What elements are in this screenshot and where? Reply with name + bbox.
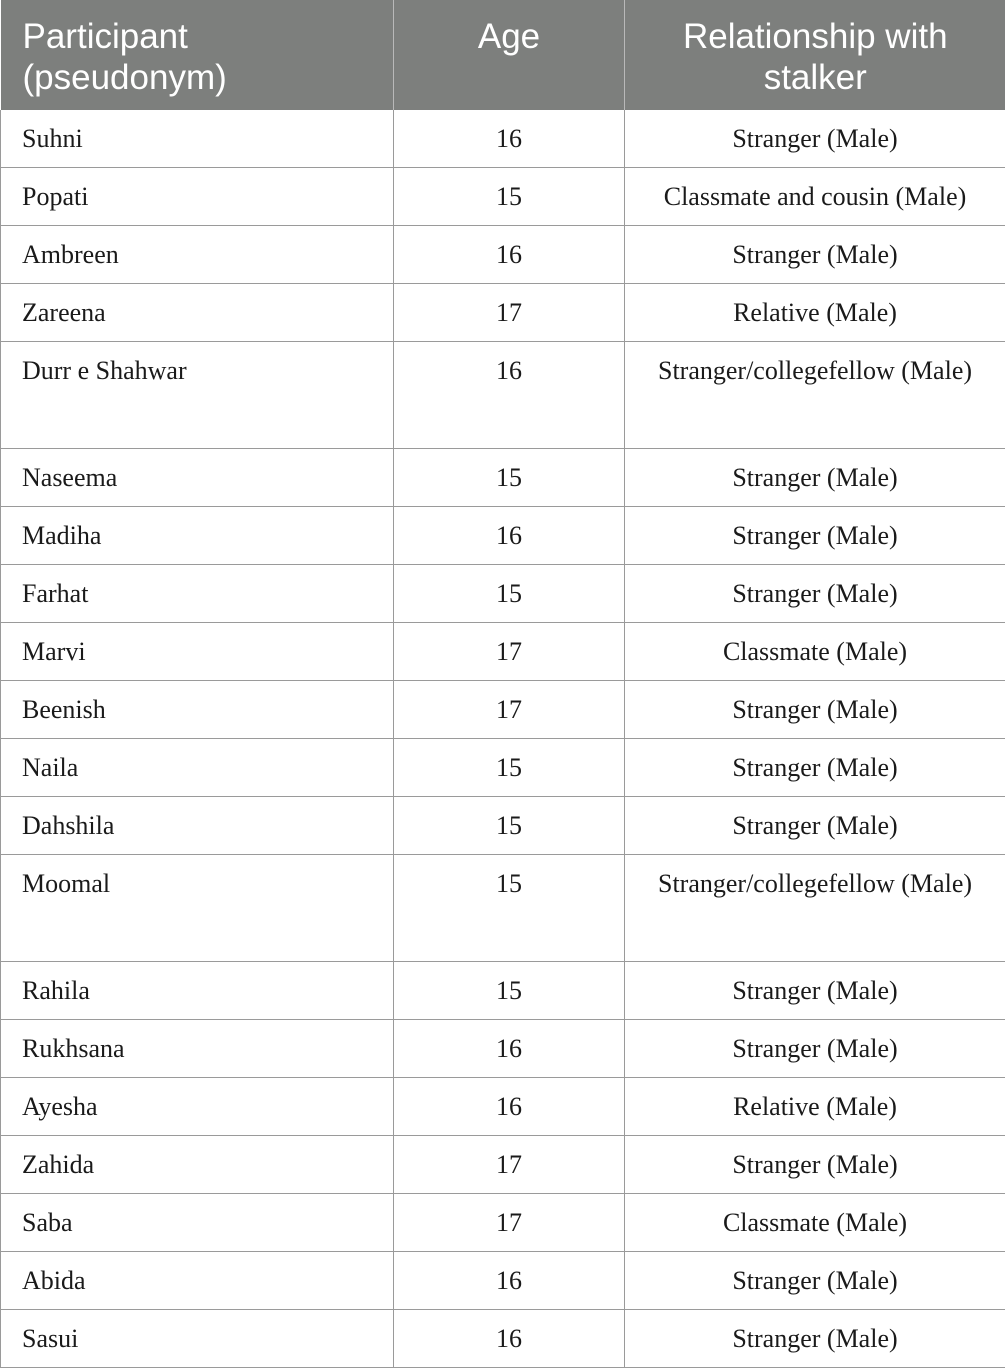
age-cell: 17 [394,1194,625,1252]
relationship-cell: Stranger (Male) [625,1136,1005,1194]
participant-cell: Sasui [1,1310,394,1368]
age-cell: 16 [394,1020,625,1078]
header-relationship: Relationship with stalker [625,0,1005,110]
participant-cell: Naseema [1,449,394,507]
participant-cell: Rahila [1,962,394,1020]
age-cell: 15 [394,962,625,1020]
relationship-cell: Stranger (Male) [625,1252,1005,1310]
age-cell: 16 [394,507,625,565]
relationship-cell: Stranger (Male) [625,1020,1005,1078]
table-row [1,226,1005,284]
age-cell: 16 [394,226,625,284]
age-cell: 17 [394,681,625,739]
age-cell: 15 [394,565,625,623]
relationship-cell: Stranger (Male) [625,1310,1005,1368]
age-cell: 16 [394,1310,625,1368]
age-cell: 16 [394,110,625,168]
relationship-cell: Stranger (Male) [625,507,1005,565]
relationship-cell: Stranger (Male) [625,797,1005,855]
header-age: Age [394,0,625,110]
age-cell: 17 [394,284,625,342]
participant-cell: Madiha [1,507,394,565]
participant-cell: Ambreen [1,226,394,284]
table-row [1,565,1005,623]
age-cell: 16 [394,1078,625,1136]
participant-cell: Farhat [1,565,394,623]
table-row [1,1136,1005,1194]
participant-cell: Saba [1,1194,394,1252]
relationship-cell: Relative (Male) [625,1078,1005,1136]
participant-cell: Suhni [1,110,394,168]
participant-cell: Beenish [1,681,394,739]
participant-cell: Popati [1,168,394,226]
table-row [1,507,1005,565]
participant-cell: Zareena [1,284,394,342]
table-row [1,739,1005,797]
table-row [1,1252,1005,1310]
table-row [1,797,1005,855]
age-cell: 15 [394,739,625,797]
table-row [1,1310,1005,1368]
table-row [1,1078,1005,1136]
table-row [1,284,1005,342]
relationship-cell: Stranger (Male) [625,739,1005,797]
relationship-cell: Classmate and cousin (Male) [625,168,1005,226]
participant-cell: Ayesha [1,1078,394,1136]
header-row [1,0,1005,110]
age-cell: 15 [394,168,625,226]
relationship-cell: Stranger (Male) [625,681,1005,739]
relationship-cell: Stranger (Male) [625,226,1005,284]
table-row [1,1194,1005,1252]
participant-cell: Dahshila [1,797,394,855]
age-cell: 16 [394,342,625,449]
age-cell: 15 [394,855,625,962]
relationship-cell: Relative (Male) [625,284,1005,342]
age-cell: 17 [394,1136,625,1194]
table-row [1,342,1005,449]
table-row [1,449,1005,507]
relationship-cell: Stranger/collegefellow (Male) [625,342,1005,449]
table-row [1,110,1005,168]
participant-cell: Abida [1,1252,394,1310]
relationship-cell: Classmate (Male) [625,623,1005,681]
participant-cell: Marvi [1,623,394,681]
age-cell: 17 [394,623,625,681]
table-row [1,855,1005,962]
table-row [1,623,1005,681]
table-row [1,168,1005,226]
participant-cell: Zahida [1,1136,394,1194]
relationship-cell: Stranger (Male) [625,565,1005,623]
header-participant: Participant (pseudonym) [1,0,394,110]
relationship-cell: Stranger (Male) [625,110,1005,168]
participant-cell: Rukhsana [1,1020,394,1078]
age-cell: 16 [394,1252,625,1310]
table-row [1,681,1005,739]
participant-cell: Moomal [1,855,394,962]
participant-cell: Durr e Shahwar [1,342,394,449]
table-row [1,1020,1005,1078]
relationship-cell: Stranger (Male) [625,962,1005,1020]
age-cell: 15 [394,797,625,855]
table-row [1,962,1005,1020]
table-body [1,110,1005,1368]
relationship-cell: Stranger (Male) [625,449,1005,507]
participant-cell: Naila [1,739,394,797]
relationship-cell: Stranger/collegefellow (Male) [625,855,1005,962]
age-cell: 15 [394,449,625,507]
relationship-cell: Classmate (Male) [625,1194,1005,1252]
